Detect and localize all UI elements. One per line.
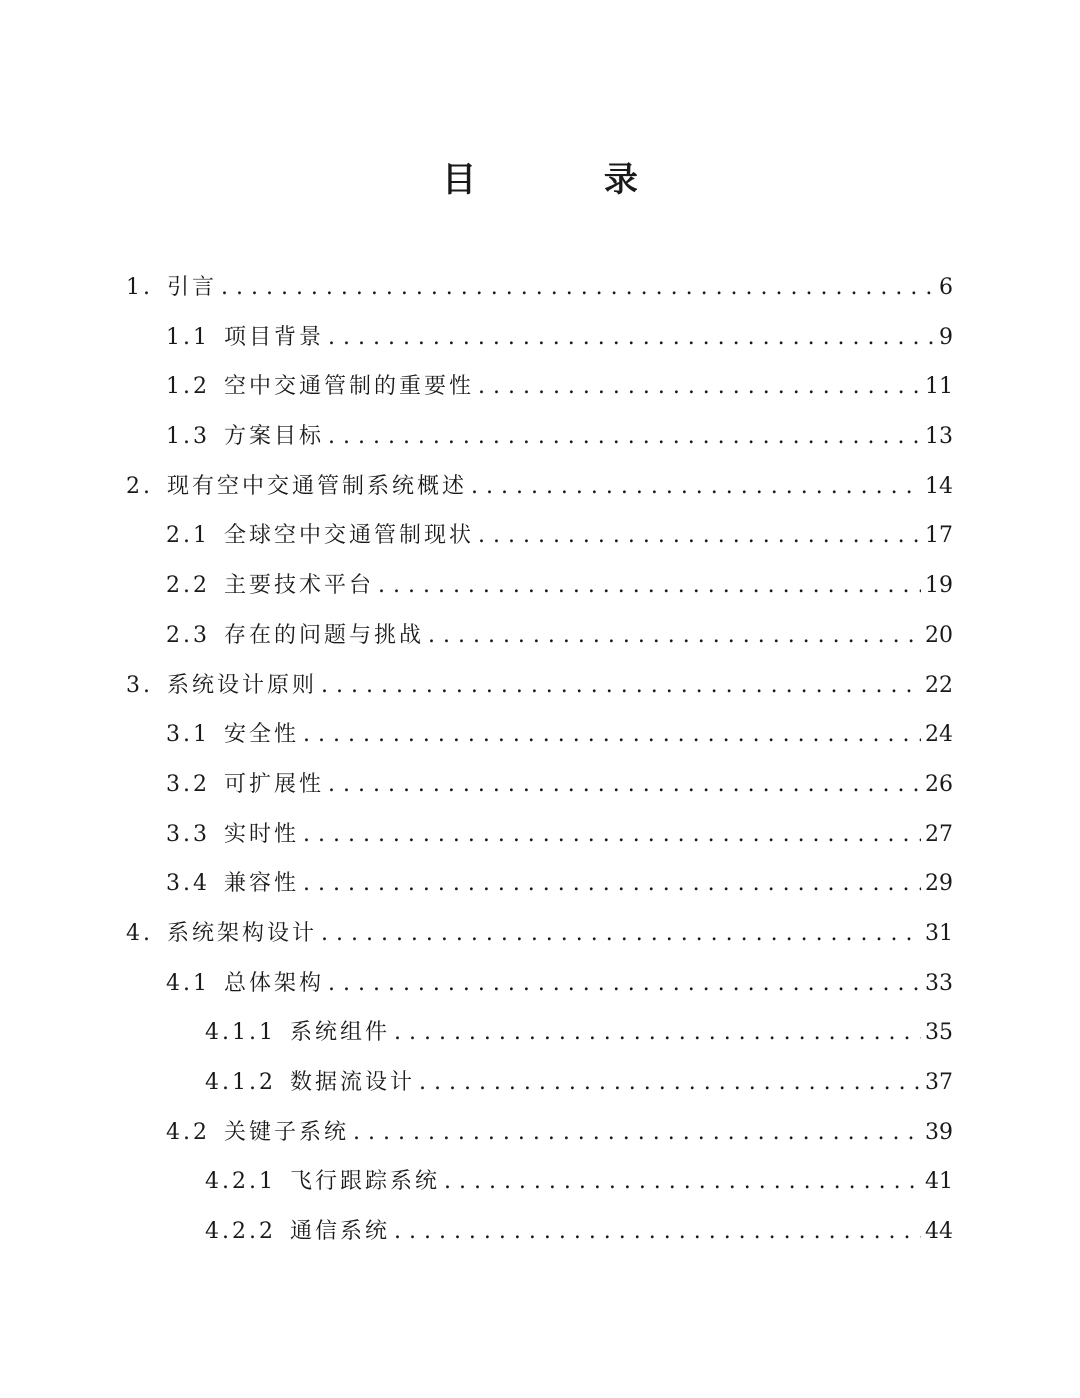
toc-entry-number: 4.1: [166, 970, 210, 996]
toc-entry-number: 4.2: [166, 1119, 210, 1145]
toc-entry-page: 33: [925, 970, 953, 996]
toc-entry-title: 系统架构设计: [167, 920, 318, 946]
toc-dot-leader: [321, 661, 921, 711]
toc-entry-page: 17: [925, 523, 953, 549]
toc-entry-number: 1.: [126, 275, 153, 300]
toc-dot-leader: [394, 1008, 921, 1058]
toc-entry[interactable]: [0, 661, 1080, 711]
toc-entry-page: 6: [939, 275, 953, 300]
toc-entry-number: 1.1: [166, 324, 210, 350]
toc-dot-leader: [328, 412, 921, 462]
toc-entry-page: 19: [925, 573, 953, 599]
toc-entry-title: 全球空中交通管制现状: [224, 523, 475, 549]
toc-entry[interactable]: [0, 959, 1080, 1009]
toc-entry-title: 现有空中交通管制系统概述: [167, 473, 468, 499]
toc-entry-number: 2.: [126, 473, 153, 499]
toc-entry-page: 13: [925, 424, 953, 450]
toc-dot-leader: [471, 462, 921, 512]
toc-entry[interactable]: [0, 1058, 1080, 1108]
toc-entry-title: 安全性: [224, 722, 300, 748]
toc-dot-leader: [328, 959, 921, 1009]
toc-entry-number: 4.1.2: [205, 1070, 276, 1095]
toc-dot-leader: [478, 511, 921, 561]
toc-entry[interactable]: [0, 810, 1080, 860]
toc-entry[interactable]: [0, 710, 1080, 760]
toc-entry-number: 2.2: [166, 573, 210, 599]
toc-entry-number: 4.2.2: [205, 1219, 276, 1245]
toc-entry-page: 44: [925, 1219, 953, 1245]
toc-dot-leader: [321, 909, 921, 959]
toc-entry-title: 关键子系统: [224, 1119, 350, 1145]
toc-dot-leader: [221, 263, 935, 313]
toc-entry-page: 37: [925, 1070, 953, 1095]
toc-entry-page: 41: [925, 1169, 953, 1195]
page-title: 目 录: [442, 160, 696, 200]
toc-entry[interactable]: [0, 760, 1080, 810]
toc-dot-leader: [444, 1157, 921, 1207]
toc-entry-number: 1.3: [166, 424, 210, 450]
toc-entry-number: 4.1.1: [205, 1020, 276, 1046]
toc-dot-leader: [303, 859, 921, 909]
table-of-contents: [0, 263, 1080, 1257]
toc-dot-leader: [303, 810, 921, 860]
toc-entry[interactable]: [0, 611, 1080, 661]
toc-entry-number: 3.2: [166, 771, 210, 797]
toc-entry-page: 27: [925, 821, 953, 847]
toc-entry-title: 总体架构: [224, 970, 325, 996]
toc-entry-title: 兼容性: [224, 871, 300, 897]
toc-entry-page: 31: [925, 920, 953, 946]
toc-entry[interactable]: [0, 1207, 1080, 1257]
toc-entry[interactable]: [0, 412, 1080, 462]
toc-entry-title: 可扩展性: [224, 771, 325, 797]
toc-entry[interactable]: [0, 561, 1080, 611]
toc-dot-leader: [428, 611, 921, 661]
toc-dot-leader: [353, 1108, 921, 1158]
toc-entry[interactable]: [0, 462, 1080, 512]
toc-entry-page: 24: [925, 722, 953, 748]
toc-entry-title: 引言: [167, 275, 218, 300]
toc-entry-number: 2.1: [166, 523, 210, 549]
toc-entry[interactable]: [0, 313, 1080, 363]
toc-entry[interactable]: [0, 909, 1080, 959]
toc-entry-number: 3.1: [166, 722, 210, 748]
toc-dot-leader: [419, 1058, 921, 1108]
toc-dot-leader: [378, 561, 921, 611]
toc-entry-number: 4.2.1: [205, 1169, 276, 1195]
toc-entry-page: 26: [925, 771, 953, 797]
toc-entry-number: 3.4: [166, 871, 210, 897]
toc-entry-number: 2.3: [166, 622, 210, 648]
toc-entry-title: 项目背景: [224, 324, 325, 350]
toc-dot-leader: [394, 1207, 921, 1257]
toc-entry[interactable]: [0, 1108, 1080, 1158]
toc-entry-page: 22: [925, 672, 953, 698]
toc-entry-title: 空中交通管制的重要性: [224, 374, 475, 400]
toc-entry[interactable]: [0, 511, 1080, 561]
toc-dot-leader: [328, 313, 935, 363]
toc-entry[interactable]: [0, 1008, 1080, 1058]
toc-entry-page: 35: [925, 1020, 953, 1046]
toc-entry[interactable]: [0, 263, 1080, 313]
toc-entry-page: 11: [925, 374, 953, 400]
toc-entry-number: 3.: [126, 672, 153, 698]
toc-entry-page: 14: [925, 473, 953, 499]
toc-entry-number: 1.2: [166, 374, 210, 400]
toc-entry-number: 4.: [126, 920, 153, 946]
toc-entry-title: 数据流设计: [289, 1070, 415, 1095]
toc-dot-leader: [478, 362, 921, 412]
toc-entry[interactable]: [0, 859, 1080, 909]
toc-entry-title: 飞行跟踪系统: [289, 1169, 440, 1195]
toc-entry-page: 20: [925, 622, 953, 648]
toc-entry-page: 9: [939, 324, 953, 350]
toc-entry-page: 29: [925, 871, 953, 897]
toc-dot-leader: [328, 760, 921, 810]
toc-entry-title: 系统组件: [289, 1020, 390, 1046]
toc-entry-title: 方案目标: [224, 424, 325, 450]
toc-entry[interactable]: [0, 1157, 1080, 1207]
toc-entry-title: 主要技术平台: [224, 573, 375, 599]
toc-entry[interactable]: [0, 362, 1080, 412]
toc-entry-number: 3.3: [166, 821, 210, 847]
toc-entry-title: 系统设计原则: [167, 672, 318, 698]
toc-dot-leader: [303, 710, 921, 760]
toc-entry-title: 通信系统: [289, 1219, 390, 1245]
toc-entry-page: 39: [925, 1119, 953, 1145]
toc-entry-title: 实时性: [224, 821, 300, 847]
toc-entry-title: 存在的问题与挑战: [224, 622, 425, 648]
